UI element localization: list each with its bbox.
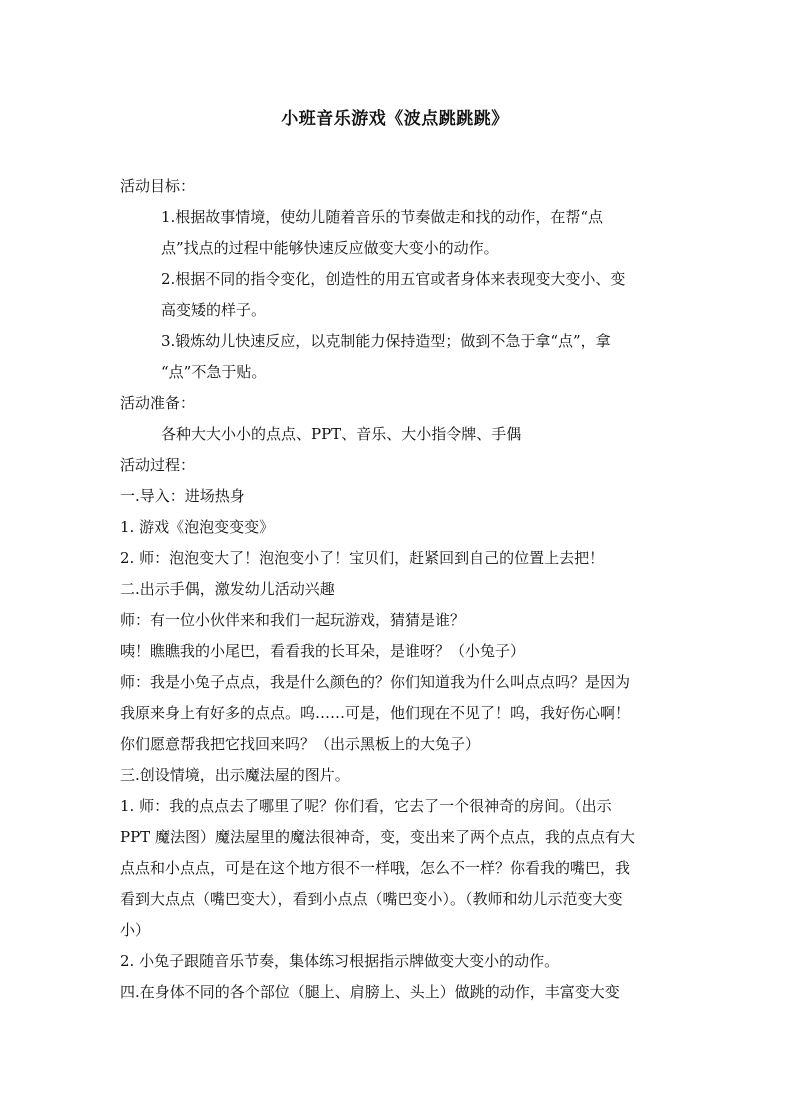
step-2-line-1: 师：有一位小伙伴来和我们一起玩游戏，猜猜是谁？ [120,611,466,629]
goal-2-line-2: 高变矮的样子。 [161,301,267,319]
step-2-heading: 二.出示手偶，激发幼儿活动兴趣 [120,580,335,598]
goal-1-line-2: 点”找点的过程中能够快速反应做变大变小的动作。 [161,239,499,257]
goal-2-line-1: 2.根据不同的指令变化，创造性的用五官或者身体来表现变大变小、变 [161,270,626,288]
section-heading-preparation: 活动准备： [120,394,196,412]
step-3-item-1-line-5: 小） [120,921,151,939]
goal-3-line-1: 3.锻炼幼儿快速反应，以克制能力保持造型；做到不急于拿“点”，拿 [161,332,611,350]
step-2-line-3: 师：我是小兔子点点，我是什么颜色的？你们知道我为什么叫点点吗？是因为 [120,673,631,691]
step-3-item-1-line-4: 看到大点点（嘴巴变大），看到小点点（嘴巴变小）。（教师和幼儿示范变大变 [120,890,623,908]
step-2-line-2: 咦！瞧瞧我的小尾巴，看看我的长耳朵，是谁呀？（小兔子） [120,642,526,660]
section-heading-goals: 活动目标： [120,177,196,195]
step-3-item-1-line-2: PPT 魔法图）魔法屋里的魔法很神奇，变，变出来了两个点点，我的点点有大 [120,828,635,846]
goal-3-line-2: “点”不急于贴。 [161,363,267,381]
document-title: 小班音乐游戏《波点跳跳跳》 [281,109,509,129]
step-1-item-2: 2. 师：泡泡变大了！泡泡变小了！宝贝们，赶紧回到自己的位置上去把！ [120,549,605,567]
step-3-heading: 三.创设情境，出示魔法屋的图片。 [120,766,350,784]
step-4-heading: 四.在身体不同的各个部位（腿上、肩膀上、头上）做跳的动作，丰富变大变 [120,983,620,1001]
goal-1-line-1: 1.根据故事情境，使幼儿随着音乐的节奏做走和找的动作，在帮“点 [161,208,603,226]
step-2-line-4: 我原来身上有好多的点点。呜……可是，他们现在不见了！呜，我好伤心啊！ [120,704,631,722]
step-1-heading: 一.导入：进场热身 [120,487,245,505]
step-3-item-1-line-3: 点点和小点点，可是在这个地方很不一样哦，怎么不一样？你看我的嘴巴，我 [120,859,631,877]
section-heading-process: 活动过程： [120,456,196,474]
step-3-item-2: 2. 小兔子跟随音乐节奏，集体练习根据指示牌做变大变小的动作。 [120,952,560,970]
step-2-line-5: 你们愿意帮我把它找回来吗？（出示黑板上的大兔子） [120,735,481,753]
step-3-item-1-line-1: 1. 师：我的点点去了哪里了呢？你们看，它去了一个很神奇的房间。（出示 [120,797,612,815]
preparation-materials: 各种大大小小的点点、PPT、音乐、大小指令牌、手偶 [161,425,522,443]
step-1-item-1: 1. 游戏《泡泡变变变》 [120,518,275,536]
